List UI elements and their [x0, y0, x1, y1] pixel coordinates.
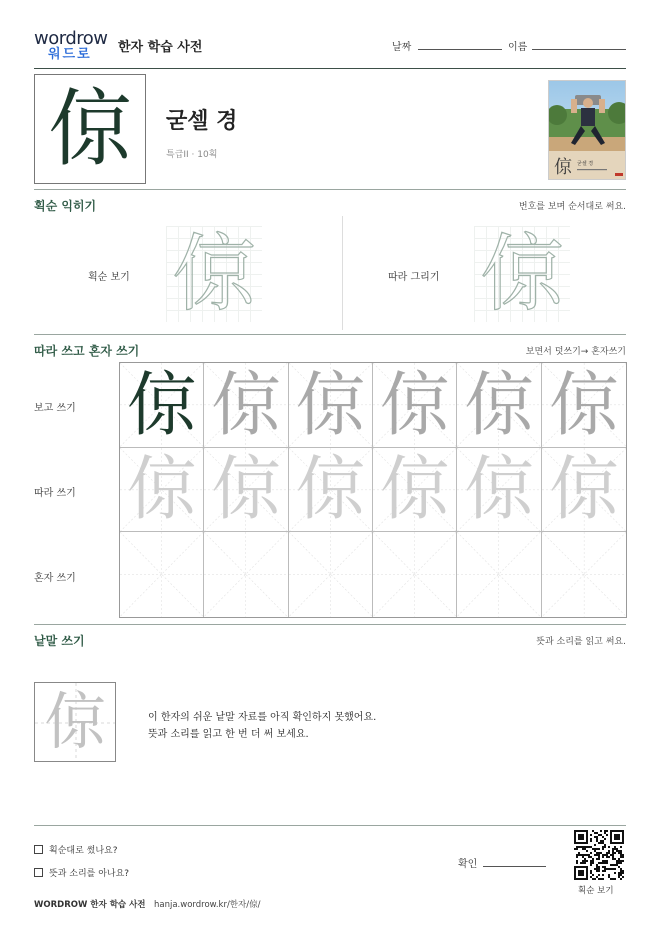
- name-field[interactable]: [532, 49, 626, 50]
- stroke-view-label: 획순 보기: [88, 272, 130, 283]
- illustration-photo: [548, 80, 626, 180]
- stroke-trace-label: 따라 그리기: [388, 272, 440, 283]
- practice-cell-view[interactable]: [120, 363, 204, 448]
- practice-character: 倞: [126, 448, 197, 531]
- practice-section-title: 따라 쓰고 혼자 쓰기: [34, 344, 140, 358]
- vocab-character: 倞: [43, 685, 106, 758]
- character-meaning: 굳셀 경: [166, 109, 238, 134]
- qr-code[interactable]: [574, 830, 624, 880]
- practice-cell-trace[interactable]: [289, 448, 373, 533]
- practice-section-hint: 보면서 덧쓰기→ 혼자쓰기: [525, 347, 626, 357]
- practice-cell-trace[interactable]: [204, 448, 288, 533]
- practice-character: 倞: [210, 448, 281, 531]
- row-label-view: 보고 쓰기: [34, 403, 76, 414]
- photo-character: 倞: [554, 157, 572, 178]
- practice-character: 倞: [126, 363, 197, 446]
- character-grade: 특급II · 10획: [166, 150, 218, 160]
- practice-cell-trace[interactable]: [373, 448, 457, 533]
- practice-cell-trace[interactable]: [457, 448, 541, 533]
- hero-character-box: [34, 74, 146, 184]
- practice-character: 倞: [463, 363, 534, 446]
- row-label-solo: 혼자 쓰기: [34, 573, 76, 584]
- stroke-order-diagram: 倞: [166, 226, 262, 322]
- practice-cell-trace[interactable]: [120, 448, 204, 533]
- practice-character: 倞: [210, 363, 281, 446]
- name-label: 이름: [508, 42, 528, 53]
- practice-cell-solo[interactable]: [457, 532, 541, 617]
- practice-character: 倞: [379, 448, 450, 531]
- date-field[interactable]: [418, 49, 502, 50]
- photo-caption: 굳셀 경: [577, 161, 594, 167]
- hero-divider: [34, 189, 626, 190]
- practice-character: 倞: [295, 363, 366, 446]
- stroke-section-hint: 번호를 보며 순서대로 써요.: [518, 202, 626, 212]
- date-label: 날짜: [392, 42, 412, 53]
- row-label-trace: 따라 쓰기: [34, 488, 76, 499]
- practice-character: 倞: [295, 448, 366, 531]
- practice-divider-bottom: [34, 624, 626, 625]
- footer-brand: WORDROW 한자 학습 사전: [34, 900, 146, 910]
- qr-label: 획순 보기: [578, 886, 614, 896]
- vocab-note-line2: 뜻과 소리를 읽고 한 번 더 써 보세요.: [148, 729, 309, 740]
- wordrow-logo: wordrow 워드로: [34, 28, 108, 62]
- vocab-section-title: 낱말 쓰기: [34, 634, 85, 648]
- practice-character: 倞: [379, 363, 450, 446]
- practice-character: 倞: [548, 363, 619, 446]
- footer-divider: [34, 825, 626, 826]
- practice-cell-solo[interactable]: [542, 532, 626, 617]
- confirm-label: 확인: [458, 859, 478, 870]
- page-brand-title: 한자 학습 사전: [118, 40, 203, 55]
- practice-cell-view[interactable]: [542, 363, 626, 448]
- checkbox[interactable]: [34, 868, 43, 877]
- practice-cell-view[interactable]: [373, 363, 457, 448]
- practice-character: 倞: [548, 448, 619, 531]
- practice-cell-solo[interactable]: [120, 532, 204, 617]
- stroke-trace-diagram[interactable]: 倞: [474, 226, 570, 322]
- practice-grid: [119, 362, 627, 618]
- checklist-item-stroke[interactable]: 획순대로 썼나요?: [34, 843, 118, 856]
- practice-cell-solo[interactable]: [373, 532, 457, 617]
- header-divider: [34, 68, 626, 69]
- stroke-divider: [342, 216, 343, 330]
- practice-cell-view[interactable]: [289, 363, 373, 448]
- practice-cell-solo[interactable]: [289, 532, 373, 617]
- footer-url[interactable]: hanja.wordrow.kr/한자/倞/: [154, 900, 261, 910]
- vocab-character-box: [34, 682, 116, 762]
- checklist-item-meaning[interactable]: 뜻과 소리를 아나요?: [34, 866, 129, 879]
- practice-cell-view[interactable]: [204, 363, 288, 448]
- stroke-divider-bottom: [34, 334, 626, 335]
- confirm-signature-field[interactable]: [483, 866, 546, 867]
- practice-cell-trace[interactable]: [542, 448, 626, 533]
- practice-cell-view[interactable]: [457, 363, 541, 448]
- vocab-note-line1: 이 한자의 쉬운 낱말 자료를 아직 확인하지 못했어요.: [148, 712, 377, 723]
- checkbox[interactable]: [34, 845, 43, 854]
- vocab-section-hint: 뜻과 소리를 읽고 써요.: [536, 637, 626, 647]
- hero-character: 倞: [47, 80, 132, 178]
- stroke-section-title: 획순 익히기: [34, 199, 97, 213]
- practice-character: 倞: [463, 448, 534, 531]
- practice-cell-solo[interactable]: [204, 532, 288, 617]
